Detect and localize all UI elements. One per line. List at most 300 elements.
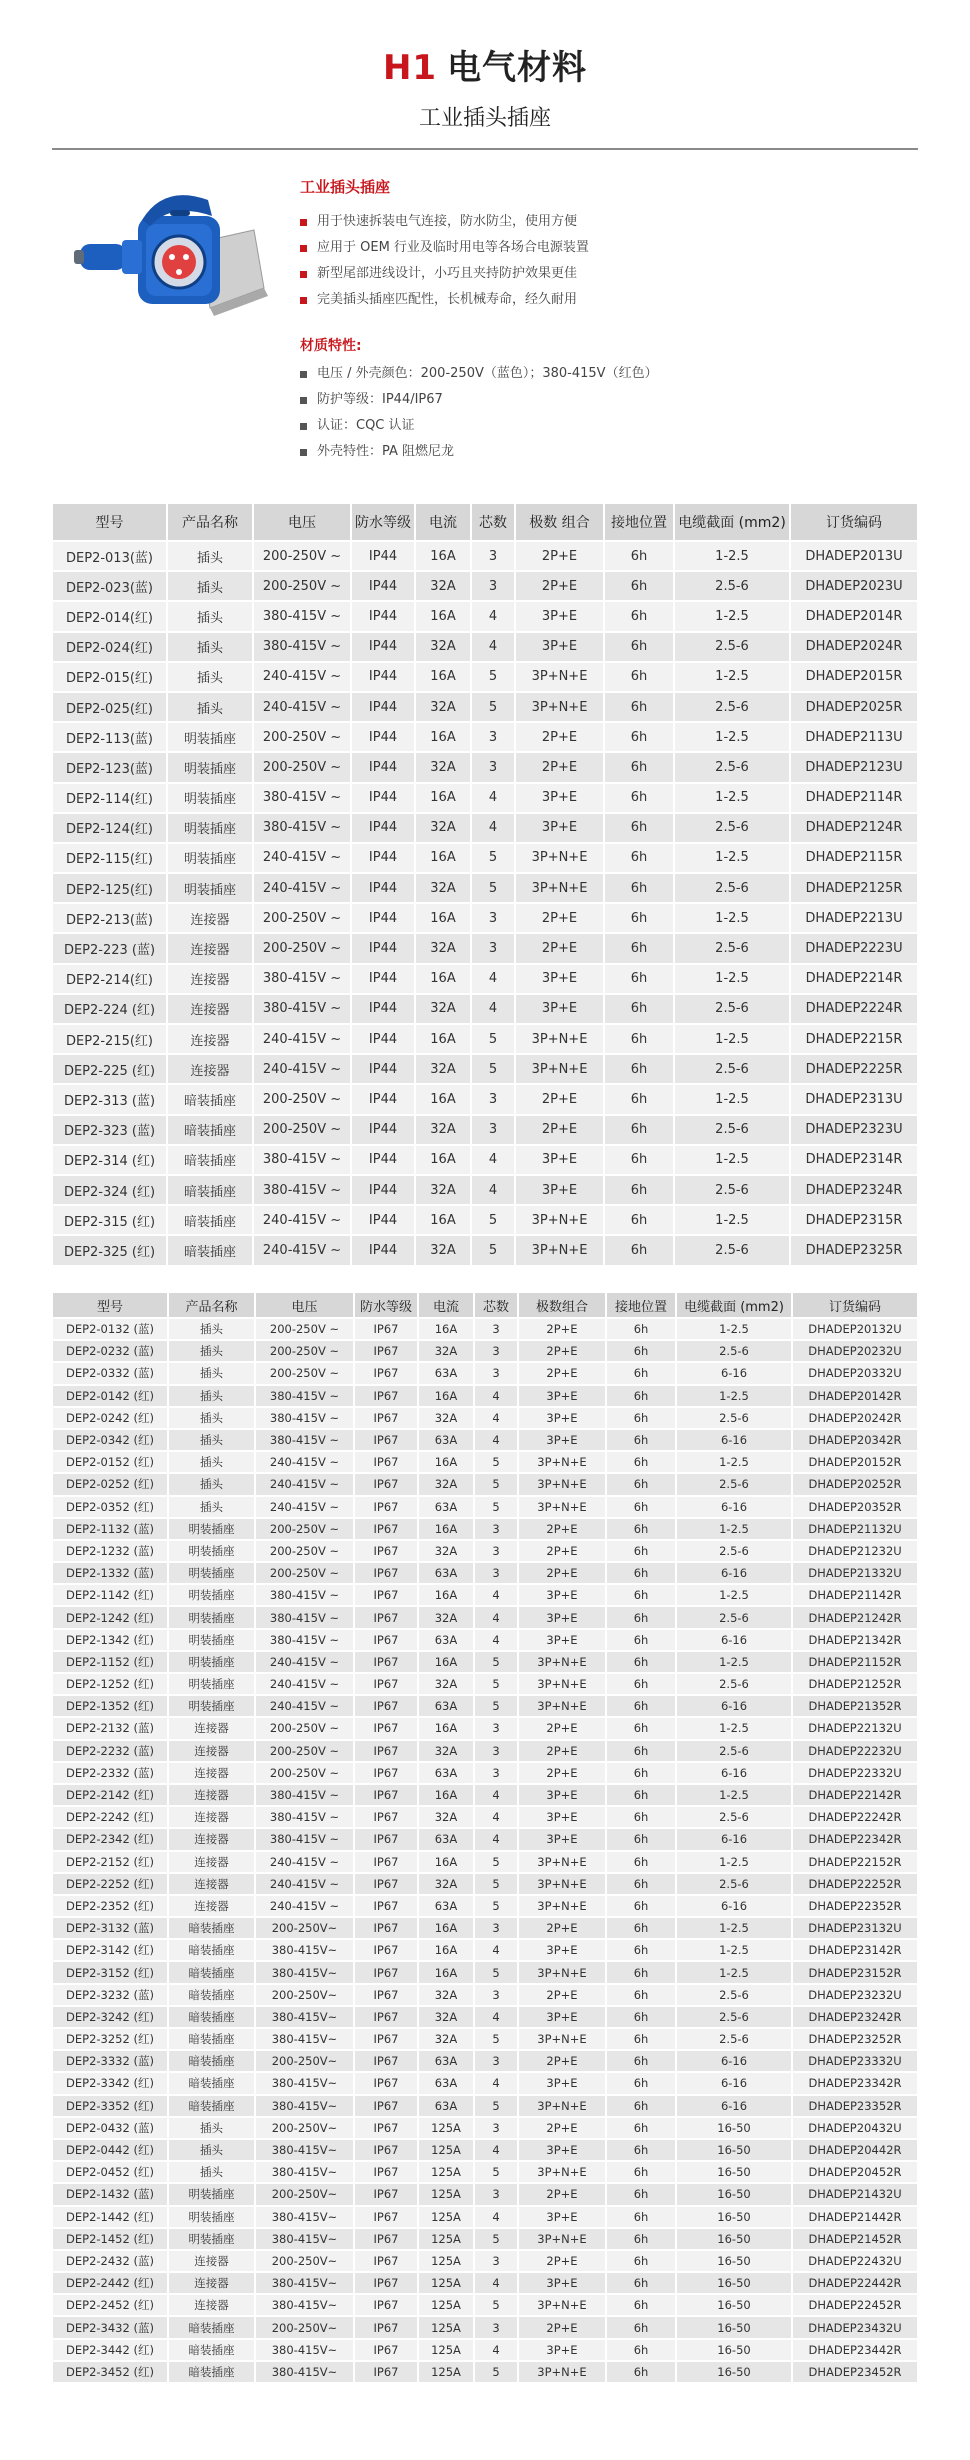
table-cell: 暗装插座 [168,1917,255,1939]
table-cell: 4 [474,1828,518,1850]
table-cell: 200-250V ~ [255,1562,354,1584]
table-cell: 3P+N+E [515,1235,604,1265]
table-cell: 3 [474,1740,518,1762]
table-cell: 5 [474,2095,518,2117]
table-cell: 1-2.5 [676,1939,792,1961]
table-cell: IP44 [351,813,415,843]
table-cell: 6h [604,964,674,994]
gray-square-bullet-icon [300,449,307,456]
table-cell: IP67 [354,1784,418,1806]
table-row [52,752,918,782]
table-cell: DHADEP23232U [792,1984,918,2006]
table-cell: 2.5-6 [676,1673,792,1695]
table-cell: DEP2-1342 (红) [52,1629,168,1651]
table-cell: 1-2.5 [674,541,790,571]
table-cell: 3P+N+E [518,1695,606,1717]
table-row [52,2117,918,2139]
table-cell: 240-415V ~ [255,1451,354,1473]
table-cell: DEP2-314 (红) [52,1145,167,1175]
table-row [52,1054,918,1084]
table-cell: 200-250V~ [255,2250,354,2272]
table-cell: 380-415V ~ [255,1806,354,1828]
table-cell: DHADEP21442R [792,2206,918,2228]
table-cell: 4 [474,1939,518,1961]
table-cell: 3 [471,1115,515,1145]
table-cell: 暗装插座 [168,1984,255,2006]
table-cell: 380-415V ~ [253,813,351,843]
table-cell: IP44 [351,933,415,963]
table-cell: 1-2.5 [676,1651,792,1673]
table-cell: 3P+N+E [515,1054,604,1084]
table-cell: 6h [604,1054,674,1084]
table-row [52,1562,918,1584]
material-text: 电压 / 外壳颜色：200-250V（蓝色）；380-415V（红色） [317,366,658,381]
table-cell: 6h [606,1939,676,1961]
table-cell: 125A [418,2228,474,2250]
table-cell: 6h [604,632,674,662]
table-cell: 200-250V~ [255,2117,354,2139]
table-cell: 2P+E [515,903,604,933]
table-cell: 6h [606,2139,676,2161]
table-row [52,1362,918,1384]
table-cell: 16-50 [676,2294,792,2316]
table-cell: 1-2.5 [676,1518,792,1540]
table-cell: 380-415V ~ [253,1175,351,1205]
table-cell: 240-415V ~ [255,1673,354,1695]
table-cell: 3 [474,1562,518,1584]
table-cell: DHADEP2223U [790,933,918,963]
table-cell: DHADEP23332U [792,2050,918,2072]
table-cell: 6h [606,2361,676,2383]
table-cell: IP67 [354,1828,418,1850]
table-cell: 380-415V ~ [253,1145,351,1175]
table-cell: 32A [418,1473,474,1495]
table-cell: 6h [606,1340,676,1362]
table-cell: DEP2-323 (蓝) [52,1115,167,1145]
table-cell: 明装插座 [168,1606,255,1628]
table-cell: 3P+N+E [518,2361,606,2383]
table-cell: IP44 [351,1084,415,1114]
table-cell: 连接器 [168,1740,255,1762]
table-cell: 3P+E [518,1629,606,1651]
table-cell: DHADEP21342R [792,1629,918,1651]
table-cell: DEP2-213(蓝) [52,903,167,933]
table-cell: 6h [604,783,674,813]
table-cell: 5 [474,1851,518,1873]
material-item [300,387,920,413]
table-cell: 32A [415,692,471,722]
table-cell: DEP2-3342 (红) [52,2072,168,2094]
table-cell: 2.5-6 [676,1473,792,1495]
table-cell: 200-250V ~ [255,1518,354,1540]
table-cell: 2.5-6 [674,873,790,903]
table-cell: DHADEP22352R [792,1895,918,1917]
table-cell: 32A [415,1175,471,1205]
table-cell: 明装插座 [167,722,253,752]
table-cell: 240-415V ~ [253,1054,351,1084]
table-cell: DEP2-1232 (蓝) [52,1540,168,1562]
table-cell: DHADEP23242R [792,2006,918,2028]
table-cell: DHADEP2313U [790,1084,918,1114]
table-cell: DEP2-015(红) [52,662,167,692]
table-row [52,722,918,752]
table-cell: DHADEP23442R [792,2339,918,2361]
table-cell: 63A [418,1362,474,1384]
table-cell: DEP2-2242 (红) [52,1806,168,1828]
table-cell: 6-16 [676,1496,792,1518]
table-cell: 4 [474,2339,518,2361]
table-cell: 3 [474,2050,518,2072]
table-cell: 4 [471,632,515,662]
table-cell: 200-250V ~ [255,1362,354,1384]
table-cell: 1-2.5 [676,1961,792,1983]
table-cell: DEP2-2332 (蓝) [52,1762,168,1784]
table-cell: 6h [606,1961,676,1983]
table-cell: DEP2-223 (蓝) [52,933,167,963]
table-row [52,692,918,722]
table-header-row [52,1292,918,1318]
table-cell: 200-250V ~ [255,1740,354,1762]
table-cell: DHADEP20232U [792,1340,918,1362]
table-cell: DEP2-325 (红) [52,1235,167,1265]
page-title-text: 电气材料 [447,48,588,88]
red-square-bullet-icon [300,297,307,304]
table-cell: IP67 [354,1740,418,1762]
table-cell: DEP2-125(红) [52,873,167,903]
table-cell: 3P+N+E [518,2161,606,2183]
table-cell: 插头 [168,1385,255,1407]
table-cell: DEP2-1442 (红) [52,2206,168,2228]
table-cell: 3P+N+E [518,2228,606,2250]
table-cell: 125A [418,2294,474,2316]
table-cell: 3P+E [518,2006,606,2028]
table-cell: 6h [604,1235,674,1265]
table-cell: DEP2-3232 (蓝) [52,1984,168,2006]
table-cell: DHADEP2214R [790,964,918,994]
table-cell: IP67 [354,1917,418,1939]
material-item [300,361,920,387]
table-row [52,1895,918,1917]
table-row [52,1695,918,1717]
table-cell: DHADEP2113U [790,722,918,752]
table-cell: DHADEP20142R [792,1385,918,1407]
table-cell: 暗装插座 [168,2316,255,2338]
table-cell: 200-250V ~ [253,571,351,601]
table-cell: 63A [418,1496,474,1518]
table-row [52,873,918,903]
table-cell: 16-50 [676,2228,792,2250]
table-cell: 3P+E [518,1407,606,1429]
table-row [52,843,918,873]
table-cell: DEP2-123(蓝) [52,752,167,782]
table-cell: DEP2-3242 (红) [52,2006,168,2028]
table-cell: 3P+N+E [518,1873,606,1895]
table-cell: 3 [474,1917,518,1939]
table-cell: 插头 [168,1318,255,1340]
table-cell: 1-2.5 [674,1084,790,1114]
table-cell: 2.5-6 [676,1740,792,1762]
table-cell: 5 [471,1054,515,1084]
table-cell: 暗装插座 [168,2339,255,2361]
table-cell: 6h [606,1762,676,1784]
table-cell: 6h [606,1673,676,1695]
table-cell: 3P+N+E [515,873,604,903]
table-cell: 16A [418,1518,474,1540]
table-cell: 3P+E [515,1175,604,1205]
table-cell: 暗装插座 [167,1115,253,1145]
table-row [52,1606,918,1628]
table-cell: 2P+E [515,752,604,782]
table-cell: DHADEP23352R [792,2095,918,2117]
table-cell: 暗装插座 [168,2050,255,2072]
table-row [52,1629,918,1651]
table-cell: 3P+E [515,632,604,662]
table-cell: 3 [474,1984,518,2006]
material-item [300,413,920,439]
table-cell: 2P+E [518,1917,606,1939]
table-cell: 暗装插座 [167,1145,253,1175]
table-cell: 240-415V ~ [255,1895,354,1917]
table-cell: DEP2-2432 (蓝) [52,2250,168,2272]
table-cell: 6-16 [676,1762,792,1784]
table-row [52,1784,918,1806]
gray-square-bullet-icon [300,371,307,378]
table-cell: DEP2-2152 (红) [52,1851,168,1873]
table-row [52,903,918,933]
table-cell: 380-415V~ [255,2028,354,2050]
table-cell: 5 [474,1873,518,1895]
table-cell: 16A [418,1651,474,1673]
table-cell: 240-415V ~ [253,1235,351,1265]
column-header: 电压 [253,503,351,541]
table-cell: 插头 [167,692,253,722]
table-cell: 16A [415,903,471,933]
table-cell: 1-2.5 [674,601,790,631]
table-cell: 380-415V~ [255,2161,354,2183]
table-cell: 2.5-6 [676,1984,792,2006]
table-cell: 4 [471,601,515,631]
table-cell: 16A [415,1145,471,1175]
table-cell: 4 [474,1385,518,1407]
table-cell: 16-50 [676,2339,792,2361]
column-header: 防水等级 [351,503,415,541]
feature-text: 新型尾部进线设计，小巧且夹持防护效果更佳 [317,266,578,281]
table-cell: IP67 [354,1806,418,1828]
table-cell: DEP2-2232 (蓝) [52,1740,168,1762]
table-cell: 16A [418,1385,474,1407]
table-cell: DHADEP23152R [792,1961,918,1983]
table-cell: 200-250V ~ [253,1115,351,1145]
table-cell: 6h [606,2294,676,2316]
feature-text: 用于快速拆装电气连接，防水防尘，使用方便 [317,214,578,229]
feature-text: 应用于 OEM 行业及临时用电等各场合电源装置 [317,240,589,255]
table-cell: 240-415V ~ [253,1205,351,1235]
table-cell: 16-50 [676,2183,792,2205]
table-cell: 3P+E [518,1806,606,1828]
table-cell: 3 [474,1340,518,1362]
table-cell: 2P+E [518,2117,606,2139]
table-cell: 6h [606,2050,676,2072]
table-cell: 3P+E [518,2272,606,2294]
table-cell: 3P+E [515,994,604,1024]
table-cell: 125A [418,2139,474,2161]
table-cell: 6h [606,2206,676,2228]
table-row [52,2339,918,2361]
table-cell: 6h [606,1540,676,1562]
table-cell: 32A [415,632,471,662]
table-cell: 200-250V ~ [253,933,351,963]
table-row [52,933,918,963]
table-cell: DHADEP2215R [790,1024,918,1054]
table-cell: 3P+N+E [518,2095,606,2117]
table-cell: 16-50 [676,2250,792,2272]
table-row [52,2095,918,2117]
table-cell: 2P+E [515,722,604,752]
table-cell: DEP2-315 (红) [52,1205,167,1235]
table-cell: IP44 [351,632,415,662]
table-cell: 32A [418,2006,474,2028]
table-cell: 125A [418,2316,474,2338]
table-cell: DHADEP2115R [790,843,918,873]
table-cell: 5 [474,1961,518,1983]
table-row [52,1673,918,1695]
table-cell: 暗装插座 [168,2072,255,2094]
table-cell: DEP2-0342 (红) [52,1429,168,1451]
table-cell: 3 [471,541,515,571]
table-cell: DEP2-3352 (红) [52,2095,168,2117]
table-cell: 16A [415,722,471,752]
table-cell: DEP2-3432 (蓝) [52,2316,168,2338]
table-cell: DHADEP2013U [790,541,918,571]
table-cell: 明装插座 [167,783,253,813]
table-cell: 连接器 [168,2250,255,2272]
red-square-bullet-icon [300,271,307,278]
table-cell: 6h [606,1873,676,1895]
table-cell: IP67 [354,2050,418,2072]
table-cell: 2.5-6 [674,571,790,601]
table-cell: 明装插座 [168,2206,255,2228]
column-header: 芯数 [471,503,515,541]
table-cell: 6h [604,994,674,1024]
table-cell: 380-415V~ [255,1961,354,1983]
column-header: 电压 [255,1292,354,1318]
table-cell: 连接器 [167,1054,253,1084]
table-cell: 4 [471,964,515,994]
table-cell: DEP2-114(红) [52,783,167,813]
table-cell: DHADEP2014R [790,601,918,631]
table-cell: 3 [474,1518,518,1540]
table-cell: 16-50 [676,2161,792,2183]
table-cell: DHADEP22142R [792,1784,918,1806]
table-cell: 2P+E [518,1562,606,1584]
table-cell: 4 [474,2006,518,2028]
intro-title: 工业插头插座 [300,178,391,196]
table-cell: 380-415V~ [255,2339,354,2361]
table-cell: DEP2-324 (红) [52,1175,167,1205]
table-cell: 200-250V ~ [255,1540,354,1562]
table-cell: 16A [418,1917,474,1939]
table-cell: DEP2-1332 (蓝) [52,1562,168,1584]
table-cell: DEP2-025(红) [52,692,167,722]
table-row [52,2072,918,2094]
table-cell: IP44 [351,843,415,873]
table-cell: DEP2-2342 (红) [52,1828,168,1850]
table-cell: 200-250V~ [255,2316,354,2338]
table-cell: IP44 [351,752,415,782]
table-cell: 2P+E [518,1318,606,1340]
table-cell: 6-16 [676,1828,792,1850]
table-cell: DHADEP2213U [790,903,918,933]
table-cell: IP67 [354,1651,418,1673]
table-cell: 16-50 [676,2206,792,2228]
table-cell: 6h [604,843,674,873]
table-cell: IP67 [354,2183,418,2205]
table-cell: 380-415V~ [255,2361,354,2383]
table-cell: DEP2-0142 (红) [52,1385,168,1407]
table-cell: 连接器 [168,1851,255,1873]
table-cell: IP67 [354,1518,418,1540]
table-cell: 暗装插座 [167,1235,253,1265]
table-cell: 1-2.5 [676,1851,792,1873]
table-cell: DHADEP20242R [792,1407,918,1429]
table-row [52,1024,918,1054]
table-cell: IP67 [354,1673,418,1695]
table-cell: DEP2-2442 (红) [52,2272,168,2294]
table-cell: 4 [474,2206,518,2228]
table-cell: 3 [471,1084,515,1114]
table-cell: IP44 [351,571,415,601]
table-cell: DHADEP2024R [790,632,918,662]
table-cell: 明装插座 [168,2183,255,2205]
table-cell: 明装插座 [168,1584,255,1606]
table-cell: 4 [474,2139,518,2161]
table-cell: 32A [415,1235,471,1265]
table-cell: DEP2-0432 (蓝) [52,2117,168,2139]
table-cell: DHADEP22242R [792,1806,918,1828]
table-cell: 240-415V ~ [255,1496,354,1518]
table-cell: 32A [418,1806,474,1828]
table-cell: 1-2.5 [676,1584,792,1606]
ip44-spec-table [52,503,918,1266]
table-cell: 380-415V ~ [253,964,351,994]
table-cell: IP67 [354,1473,418,1495]
table-cell: 3P+N+E [515,662,604,692]
column-header: 电缆截面 (mm2) [674,503,790,541]
intro-panel [300,176,920,465]
table-cell: 200-250V ~ [253,1084,351,1114]
table-cell: 3P+N+E [518,2028,606,2050]
table-cell: DHADEP22442R [792,2272,918,2294]
table-cell: 明装插座 [168,1540,255,1562]
table-cell: IP67 [354,2361,418,2383]
table-cell: 插头 [168,2139,255,2161]
table-cell: 16A [415,1024,471,1054]
table-cell: 插头 [168,1340,255,1362]
table-cell: 240-415V ~ [255,1473,354,1495]
table-cell: DEP2-0442 (红) [52,2139,168,2161]
table-cell: 6h [606,1385,676,1407]
table-cell: 明装插座 [167,813,253,843]
table-cell: IP67 [354,1385,418,1407]
table-cell: 16A [418,1318,474,1340]
table-cell: 插头 [167,541,253,571]
table-cell: 连接器 [168,2294,255,2316]
table-cell: 6h [606,1895,676,1917]
table-cell: 2P+E [515,1115,604,1145]
table-cell: 3P+N+E [515,1205,604,1235]
table-cell: 3 [474,2316,518,2338]
table-cell: 6h [606,1784,676,1806]
